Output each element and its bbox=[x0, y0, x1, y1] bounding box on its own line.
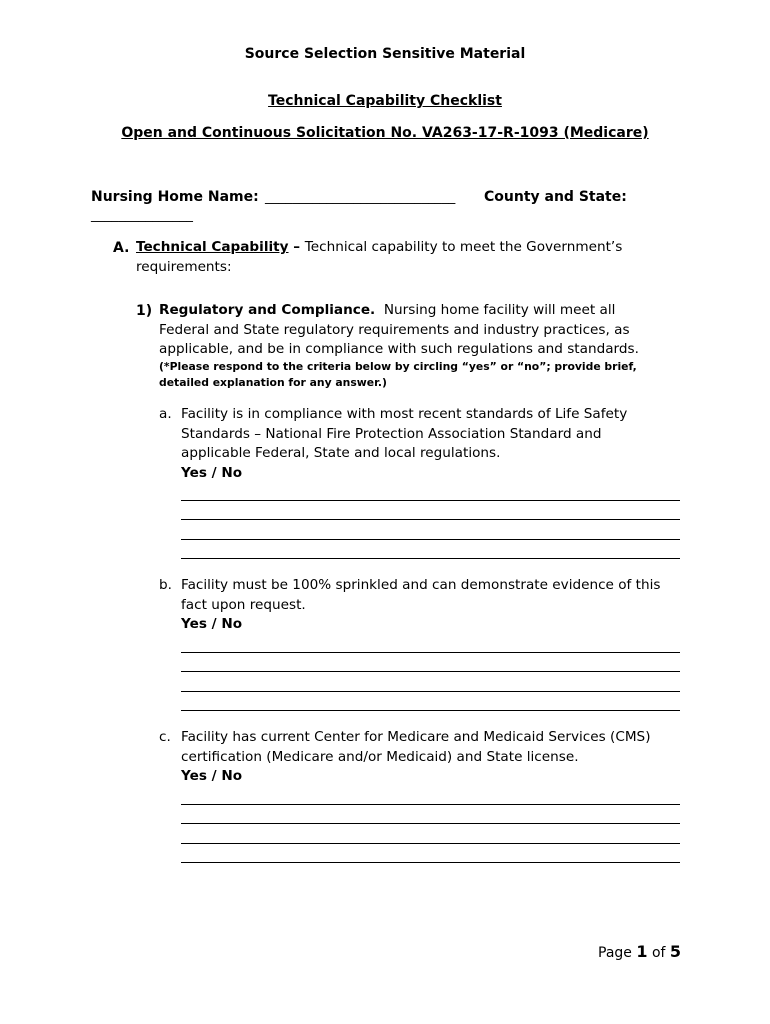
item-b-marker: b. bbox=[159, 577, 172, 593]
answer-line[interactable] bbox=[181, 481, 680, 501]
section-a-heading: Technical Capability bbox=[136, 239, 289, 255]
sensitive-header: Source Selection Sensitive Material bbox=[244, 46, 526, 62]
item-a-answer-lines[interactable] bbox=[181, 481, 680, 559]
answer-line[interactable] bbox=[181, 540, 680, 560]
solicitation-number: Open and Continuous Solicitation No. VA263-17-R-1093 (Medicare) bbox=[121, 125, 649, 141]
item-1-note bbox=[159, 359, 719, 391]
section-a-text-line2: requirements: bbox=[136, 258, 232, 275]
page-word: Page bbox=[598, 945, 632, 961]
nursing-home-name-label: Nursing Home Name: bbox=[91, 189, 259, 205]
item-1-note-line2: detailed explanation for any answer.) bbox=[159, 376, 387, 389]
item-a-line3: applicable Federal, State and local regulations. bbox=[181, 445, 501, 461]
item-c-answer-lines[interactable] bbox=[181, 785, 680, 863]
of-word: of bbox=[651, 945, 666, 961]
item-a-answer[interactable]: Yes / No bbox=[181, 464, 243, 481]
section-a-dash: – bbox=[288, 239, 305, 255]
item-1-text-line2: Federal and State regulatory requirements and industry practices, as bbox=[159, 321, 630, 338]
item-a-line2: Standards – National Fire Protection Association Standard and bbox=[181, 425, 602, 442]
item-1-note-line1: (*Please respond to the criteria below by circling “yes” or “no”; provide brief, bbox=[159, 360, 637, 373]
page-current: 1 bbox=[636, 942, 648, 961]
item-b-answer-lines[interactable] bbox=[181, 633, 680, 711]
item-1-text-line3: applicable, and be in compliance with such regulations and standards. bbox=[159, 341, 639, 357]
section-a-text-line1: Technical capability to meet the Government’s bbox=[304, 239, 623, 255]
section-a-paragraph bbox=[136, 238, 696, 277]
item-c-line2: certification (Medicare and/or Medicaid) and State license. bbox=[181, 748, 579, 765]
answer-line[interactable] bbox=[181, 692, 680, 712]
item-a-text bbox=[181, 405, 701, 483]
item-1-heading: Regulatory and Compliance. bbox=[159, 302, 376, 318]
item-1-text-line1: Nursing home facility will meet all bbox=[383, 302, 616, 318]
section-a-marker: A. bbox=[113, 240, 130, 256]
answer-line[interactable] bbox=[181, 653, 680, 673]
item-a-line1: Facility is in compliance with most recent standards of Life Safety bbox=[181, 406, 628, 422]
answer-line[interactable] bbox=[181, 805, 680, 825]
county-state-blank[interactable]: _______________ bbox=[91, 207, 193, 223]
item-b-line2: fact upon request. bbox=[181, 596, 306, 613]
item-c-line1: Facility has current Center for Medicare and Medicaid Services (CMS) bbox=[181, 729, 651, 745]
item-b-text bbox=[181, 576, 701, 635]
item-1-paragraph bbox=[159, 301, 699, 360]
answer-line[interactable] bbox=[181, 844, 680, 864]
answer-line[interactable] bbox=[181, 824, 680, 844]
item-c-text bbox=[181, 728, 701, 787]
page-total: 5 bbox=[669, 942, 682, 961]
county-state-label: County and State: bbox=[484, 189, 627, 205]
item-b-line1: Facility must be 100% sprinkled and can demonstrate evidence of this bbox=[181, 577, 661, 593]
page-number bbox=[598, 942, 681, 961]
answer-line[interactable] bbox=[181, 501, 680, 521]
item-1-marker: 1) bbox=[136, 303, 153, 319]
answer-line[interactable] bbox=[181, 520, 680, 540]
nursing-home-name-blank[interactable]: ____________________________ bbox=[265, 189, 456, 205]
item-a-marker: a. bbox=[159, 406, 172, 422]
item-c-marker: c. bbox=[159, 729, 171, 745]
item-c-answer[interactable]: Yes / No bbox=[181, 768, 243, 784]
document-title: Technical Capability Checklist bbox=[268, 93, 502, 109]
answer-line[interactable] bbox=[181, 633, 680, 653]
item-b-answer[interactable]: Yes / No bbox=[181, 616, 243, 632]
answer-line[interactable] bbox=[181, 672, 680, 692]
answer-line[interactable] bbox=[181, 785, 680, 805]
